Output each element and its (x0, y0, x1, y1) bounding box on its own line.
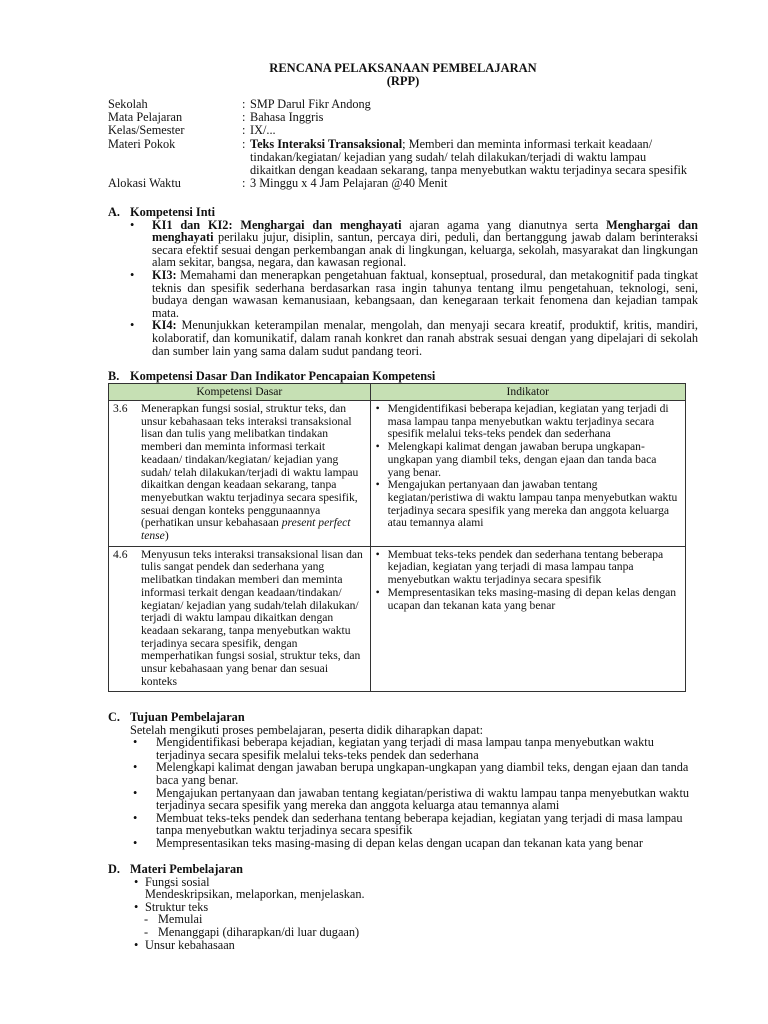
ki-bold: KI3: (152, 267, 177, 282)
indikator-text: Melengkapi kalimat dengan jawaban berupa ungkapan-ungkapan yang diambil teks, dengan ejaan dan tanda baca yang benar. (387, 440, 657, 479)
indikator-text: Membuat teks-teks pendek dan sederhana tentang beberapa kejadian, kegiatan yang terjadi di masa lampau tanpa menyebutkan waktu terjadinya secara spesifik (387, 547, 664, 587)
kd-italic: present perfect tense (141, 516, 351, 543)
bullet-icon: • (130, 267, 135, 282)
identity-row-mapel (108, 111, 708, 124)
kd-cell (109, 401, 371, 547)
bullet-icon: • (375, 478, 380, 492)
kd-number: 4.6 (113, 547, 128, 561)
list-item (375, 549, 681, 587)
bullet-icon: • (133, 810, 138, 825)
bullet-icon: • (133, 760, 138, 775)
kd-cell (109, 546, 371, 692)
ki-item (108, 269, 698, 319)
kd-table-header (109, 384, 686, 401)
section-title: Materi Pembelajaran (130, 862, 244, 876)
bullet-icon: • (375, 440, 380, 454)
list-item (375, 441, 681, 479)
colon: : (242, 97, 246, 111)
bullet-icon: • (134, 937, 139, 952)
identity-row-sekolah (108, 98, 708, 111)
list-item (108, 736, 698, 761)
kd-table (108, 383, 686, 692)
tujuan-text: Membuat teks-teks pendek dan sederhana tentang beberapa kejadian, kegiatan yang terjadi di masa lampau tanpa menyebutkan waktu terjadinya secara spesifik (156, 810, 683, 838)
identity-label: Mata Pelajaran (108, 110, 183, 125)
materi-rest: ; Memberi dan meminta informasi terkait keadaan/ (402, 136, 653, 151)
indikator-list (375, 403, 681, 530)
materi-line2: tindakan/kegiatan/ kejadian yang sudah/ telah dilakukan/terjadi di waktu lampau (250, 149, 647, 164)
dash-icon: - (144, 912, 149, 927)
document-title: RENCANA PELAKSANAAN PEMBELAJARAN (269, 61, 537, 75)
table-row (109, 401, 686, 547)
materi-text: Struktur teks (145, 899, 209, 914)
kd-end: ) (164, 529, 169, 543)
bullet-icon: • (133, 735, 138, 750)
indikator-text: Mempresentasikan teks masing-masing di depan kelas dengan ucapan dan tekanan kata yang benar (387, 585, 677, 612)
bullet-icon: • (133, 835, 138, 850)
ki-bold: Menghargai dan menghayati (152, 217, 698, 245)
list-item (108, 876, 698, 889)
section-heading (108, 370, 698, 383)
bullet-icon: • (134, 899, 139, 914)
indikator-cell (370, 546, 685, 692)
dash-icon: - (144, 924, 149, 939)
list-item (108, 761, 698, 786)
bullet-icon: • (375, 402, 380, 415)
tujuan-list (108, 736, 698, 849)
section-heading (108, 711, 698, 724)
indikator-text: Mengidentifikasi beberapa kejadian, kegiatan yang terjadi di masa lampau tanpa menyebutkan waktu terjadinya secara spesifik melalui teks-teks pendek dan sederhana (387, 402, 669, 441)
ki-item (108, 219, 698, 269)
materi-line3: dikaitkan dengan keadaan sekarang, tanpa menyebutkan waktu terjadinya secara spesifik (250, 163, 688, 178)
ki-text: Menunjukkan keterampilan menalar, mengolah, dan menyaji secara kreatif, produktif, kritis, mandiri, kolaboratif, dan komunikatif, dalam ranah konkret dan ranah abstrak sesuai dengan yang dipelajari di sekolah dan sumber lain yang sama dalam sudut pandang teori. (152, 318, 698, 358)
section-kompetensi-inti (108, 206, 698, 357)
identity-label: Materi Pokok (108, 136, 176, 151)
bullet-icon: • (134, 874, 139, 889)
list-item (108, 812, 698, 837)
colon: : (242, 123, 246, 138)
materi-value (250, 138, 708, 178)
list-item (108, 787, 698, 812)
colon: : (242, 176, 246, 191)
identity-row-alokasi (108, 177, 708, 190)
indikator-list (375, 549, 681, 613)
indikator-text: Mengajukan pertanyaan dan jawaban tentang kegiatan/peristiwa di waktu lampau tanpa menyebutkan waktu terjadinya secara spesifik yang mereka dan anggota keluarga atau temannya alami (387, 478, 678, 530)
indikator-cell (370, 401, 685, 547)
materi-text: Memulai (158, 912, 203, 927)
ki-text: Memahami dan menerapkan pengetahuan faktual, konseptual, prosedural, dan metakognitif pada tingkat teknis dan spesifik sederhana berdasarkan rasa ingin tahunya tentang ilmu pengetahuan, teknologi, seni, budaya dengan wawasan kemanusiaan, kebangsaan, dan kenegaraan terkait fenomena dan kejadian tampak mata. (152, 267, 698, 320)
tujuan-intro: Setelah mengikuti proses pembelajaran, peserta didik diharapkan dapat: (130, 722, 484, 737)
bullet-icon: • (375, 585, 380, 599)
identity-row-materi (108, 138, 708, 178)
materi-detail: Mendeskripsikan, melaporkan, menjelaskan. (145, 887, 365, 902)
kd-number: 3.6 (113, 402, 128, 415)
identity-value: Bahasa Inggris (250, 110, 324, 125)
list-item (108, 939, 698, 952)
ki-bold: KI4: (152, 318, 177, 333)
tujuan-text: Mengidentifikasi beberapa kejadian, kegiatan yang terjadi di masa lampau tanpa menyebutkan waktu terjadinya secara spesifik melalui teks-teks pendek dan sederhana (156, 735, 654, 762)
section-title: Kompetensi Dasar Dan Indikator Pencapaian Kompetensi (130, 369, 436, 383)
column-header-kd: Kompetensi Dasar (109, 384, 371, 401)
kd-body: Menerapkan fungsi sosial, struktur teks, dan unsur kebahasaan teks interaksi transaksional lisan dan tulis yang melibatkan tindakan memberi dan meminta informasi terkait keadaan/ tindakan/kegiatan/ kejadian yang sudah/ telah dilakukan/terjadi di waktu lampau dikaitkan dengan keadaan sekarang, tanpa menyebutkan waktu terjadinya secara spesifik, sesuai dengan konteks penggunaannya (perhatikan unsur kebahasaan (141, 402, 359, 530)
identity-value: 3 Minggu x 4 Jam Pelajaran @40 Menit (250, 176, 448, 191)
identity-label: Alokasi Waktu (108, 176, 181, 191)
bullet-icon: • (133, 785, 138, 800)
bullet-icon: • (375, 547, 380, 561)
list-item (375, 479, 681, 530)
identity-label: Sekolah (108, 97, 148, 111)
identity-block (108, 98, 708, 190)
ki-text: ajaran agama yang dianutnya serta (401, 217, 607, 232)
section-title: Kompetensi Inti (130, 205, 216, 219)
section-letter: B. (108, 369, 120, 383)
tujuan-text: Melengkapi kalimat dengan jawaban berupa ungkapan-ungkapan yang diambil teks, dengan ejaan dan tanda baca yang benar. (156, 760, 689, 787)
kd-text: Menyusun teks interaksi transaksional lisan dan tulis sangat pendek dan sederhana yang melibatkan tindakan memberi dan meminta informasi terkait dengan keadaan/tindakan/ kegiatan/ kejadian yang sudah/telah dilakukan/ terjadi di waktu lampau dikaitkan dengan keadaan sekarang, tanpa menyebutkan waktu terjadinya secara spesifik, dengan memperhatikan fungsi sosial, struktur teks, dan unsur kebahasaan yang benar dan sesuai konteks (141, 547, 363, 688)
section-letter: C. (108, 710, 120, 724)
materi-text: Unsur kebahasaan (145, 937, 235, 952)
identity-value: SMP Darul Fikr Andong (250, 97, 371, 111)
section-materi (108, 863, 698, 951)
materi-bold: Teks Interaksi Transaksional (250, 136, 403, 151)
materi-text: Menanggapi (diharapkan/di luar dugaan) (158, 924, 360, 939)
colon: : (242, 136, 246, 151)
section-letter: D. (108, 862, 120, 876)
bullet-icon: • (130, 318, 135, 333)
section-tujuan (108, 711, 698, 850)
list-item (375, 587, 681, 612)
document-subtitle: (RPP) (386, 74, 420, 88)
ki-item (108, 319, 698, 357)
section-kompetensi-dasar (108, 370, 698, 383)
list-item (108, 837, 698, 850)
ki-bold: KI1 dan KI2: Menghargai dan menghayati (152, 217, 402, 232)
materi-list (108, 876, 698, 952)
identity-value: IX/... (250, 123, 276, 138)
ki-list (108, 219, 698, 358)
column-header-indikator: Indikator (370, 384, 685, 401)
kd-text (141, 403, 366, 543)
materi-text: Fungsi sosial (145, 874, 210, 889)
colon: : (242, 110, 246, 125)
tujuan-text: Mempresentasikan teks masing-masing di depan kelas dengan ucapan dan tekanan kata yang benar (156, 835, 643, 850)
table-row (109, 546, 686, 692)
tujuan-text: Mengajukan pertanyaan dan jawaban tentang kegiatan/peristiwa di waktu lampau tanpa menyebutkan waktu terjadinya secara spesifik yang mereka dan anggota keluarga atau temannya alami (156, 785, 690, 813)
section-title: Tujuan Pembelajaran (130, 710, 245, 724)
list-item (375, 403, 681, 441)
section-letter: A. (108, 205, 120, 219)
identity-label: Kelas/Semester (108, 123, 185, 138)
bullet-icon: • (130, 217, 135, 232)
ki-text: perilaku jujur, disiplin, santun, percaya diri, peduli, dan bertanggung jawab dalam berinteraksi secara efektif sesuai dengan perkembangan anak di lingkungan, keluarga, sekolah, masyarakat dan lingkungan alam sekitar, bangsa, negara, dan kawasan regional. (152, 230, 698, 270)
